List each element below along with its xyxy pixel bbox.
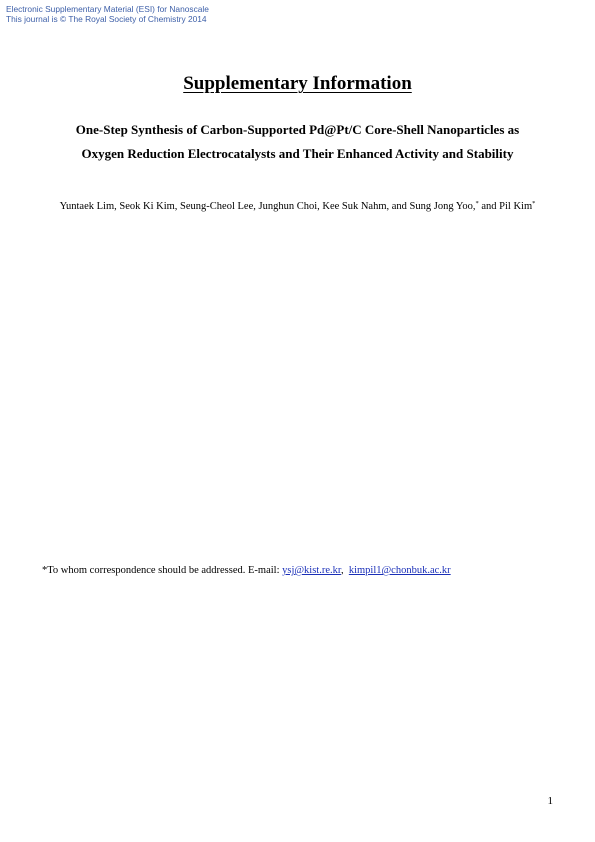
subtitle-line-1: One-Step Synthesis of Carbon-Supported Pd@Pt/C Core-Shell Nanoparticles as <box>75 122 520 137</box>
journal-line: Electronic Supplementary Material (ESI) for Nanoscale <box>6 4 209 14</box>
email-link-1[interactable]: ysj@kist.re.kr <box>282 565 341 576</box>
email-separator: , <box>340 565 349 576</box>
copyright-line: This journal is © The Royal Society of Chemistry 2014 <box>6 14 207 24</box>
correspondence-note <box>42 564 451 578</box>
esi-header <box>6 4 209 24</box>
subtitle-line-2: Oxygen Reduction Electrocatalysts and Their Enhanced Activity and Stability <box>81 146 514 161</box>
authors-last: and Pil Kim <box>478 201 533 212</box>
correspondence-text: *To whom correspondence should be addressed. E-mail: <box>42 565 283 576</box>
authors-main: Yuntaek Lim, Seok Ki Kim, Seung-Cheol Lee, Junghun Choi, Kee Suk Nahm, and Sung Jong Yoo, <box>59 201 476 212</box>
email-link-2[interactable]: kimpil1@chonbuk.ac.kr <box>348 565 451 576</box>
page-title: Supplementary Information <box>183 73 412 94</box>
page-number: 1 <box>547 795 553 807</box>
corresponding-mark-2: * <box>532 200 536 207</box>
corresponding-mark-1: * <box>475 200 479 207</box>
paper-subtitle <box>30 118 565 166</box>
author-list <box>0 200 595 214</box>
